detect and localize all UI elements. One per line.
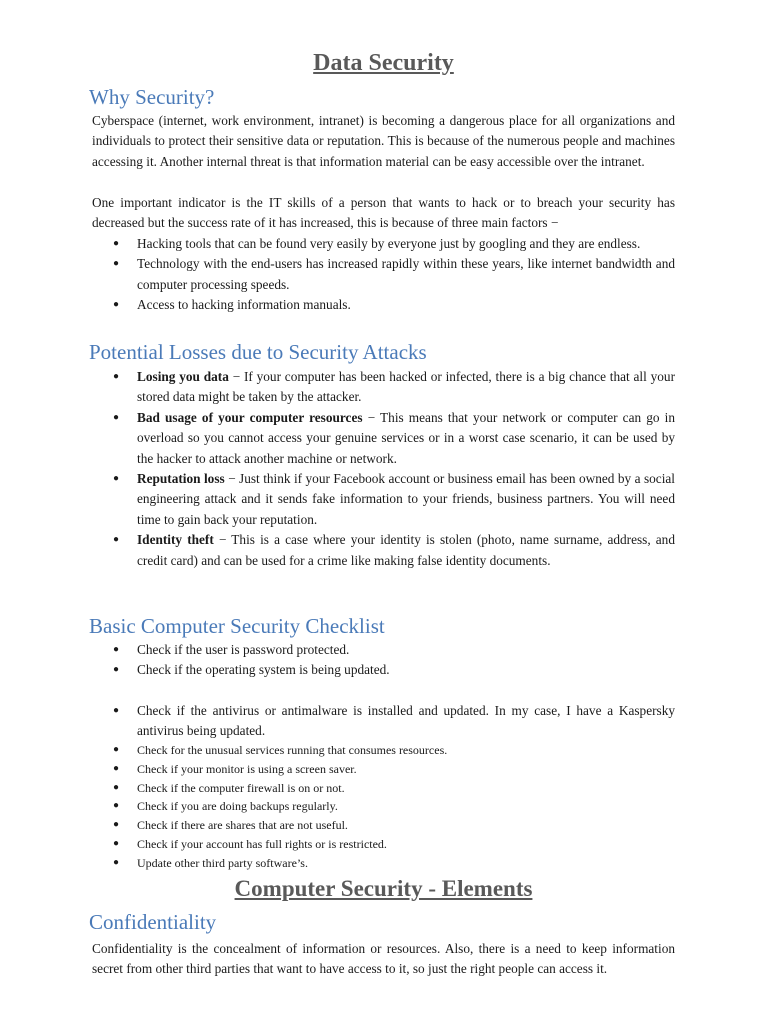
paragraph-why-2: One important indicator is the IT skills of a person that wants to hack or to breach your security has decreased but the success rate of it has increased, this is because of three main factors − [92,195,675,231]
list-item: ● Losing you data − If your computer has been hacked or infected, there is a big chance that all your stored data might be taken by the attacker. [113,369,676,405]
bullet-icon: ● [113,762,120,774]
checklist-list-b [92,701,675,742]
losses-bullet-list [92,367,675,571]
checklist-list-a [92,640,675,681]
bullet-icon: ● [113,800,120,812]
list-item: ● Check if the computer firewall is on or not. [92,779,675,798]
bullet-icon: ● [113,837,120,849]
term-label: Reputation loss [137,471,225,487]
paragraph-confidentiality: Confidentiality is the concealment of information or resources. Also, there is a need to keep information secret from other third parties that want to have access to it, so just the right people can access it. [92,941,675,977]
bullet-icon: ● [113,856,120,868]
bullet-icon: ● [113,299,120,311]
paragraph-why-1: Cyberspace (internet, work environment, intranet) is becoming a dangerous place for all organizations and individuals to protect their sensitive data or reputation. This is because of the numerous people and machines accessing it. Another internal threat is that information material can be easy accessible over the intranet. [92,113,675,169]
bullet-icon: ● [113,534,120,546]
list-item: ● Check if the antivirus or antimalware is installed and updated. In my case, I have a Kaspersky antivirus being updated. [113,703,675,739]
bullet-icon: ● [113,781,120,793]
bullet-icon: ● [113,238,120,249]
list-item: ● Access to hacking information manuals. [92,295,675,315]
list-item: ● Hacking tools that can be found very easily by everyone just by googling and they are endless. [92,234,675,254]
heading-security-checklist: Basic Computer Security Checklist [89,614,385,638]
list-item: ● Check if the user is password protected. [92,640,675,660]
bullet-icon: ● [113,371,120,382]
list-item: ● Identity theft − This is a case where your identity is stolen (photo, name surname, address, and credit card) and can be used for a crime like making false identity documents. [113,532,675,568]
list-item: ● Bad usage of your computer resources − This means that your network or computer can go in overload so you cannot access your genuine services or in a worst case scenario, it can be used by the hacker to attack another machine or network. [113,409,676,466]
list-item: ● Update other third party software’s. [92,854,675,873]
checklist-list-c [92,741,675,873]
list-item: ● Check if you are doing backups regularly. [92,797,675,816]
heading-security-elements: Computer Security - Elements [234,876,533,901]
bullet-icon: ● [113,644,120,655]
why-bullet-list [92,234,675,316]
bullet-icon: ● [113,744,120,755]
list-item: ● Check if there are shares that are not useful. [92,816,675,835]
bullet-icon: ● [113,258,120,270]
heading-confidentiality: Confidentiality [89,910,217,934]
heading-why-security: Why Security? [89,85,215,109]
bullet-icon: ● [113,819,120,831]
bullet-icon: ● [113,705,120,716]
list-item: ● Check for the unusual services running that consumes resources. [92,741,675,760]
term-label: Bad usage of your computer resources [137,409,363,425]
document-title: Data Security [313,50,454,76]
list-item: ● Check if your monitor is using a screen saver. [92,760,675,779]
term-label: Losing you data [137,369,229,384]
list-item: ● Technology with the end-users has increased rapidly within these years, like internet bandwidth and computer processing speeds. [113,256,675,292]
list-item: ● Reputation loss − Just think if your Facebook account or business email has been owned by a social engineering attack and it sends fake information to your friends, business partners. You will need time to gain back your reputation. [113,471,675,527]
bullet-icon: ● [113,473,120,485]
bullet-icon: ● [113,664,120,676]
bullet-icon: ● [113,411,120,423]
list-item: ● Check if the operating system is being updated. [92,660,675,680]
heading-potential-losses: Potential Losses due to Security Attacks [89,340,427,364]
term-label: Identity theft [137,532,214,548]
list-item: ● Check if your account has full rights or is restricted. [92,835,675,854]
